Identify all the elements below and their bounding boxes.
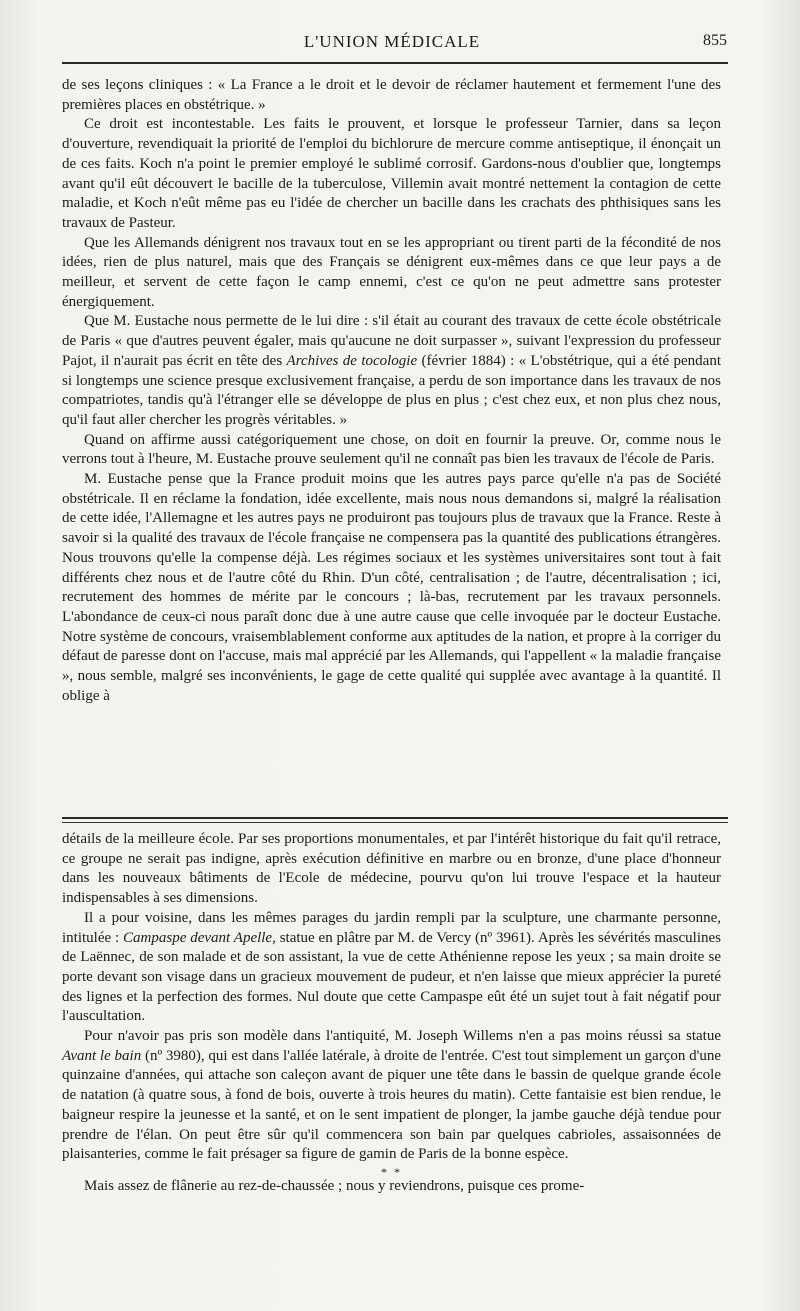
feuilleton-article [62,830,721,1197]
paragraph: de ses leçons cliniques : « La France a le droit et le devoir de réclamer hautement et fermement l'une des premières places en obstétrique. » [62,77,721,113]
paragraph: Mais assez de flânerie au rez-de-chaussée ; nous y reviendrons, puisque ces prome- [84,1177,585,1194]
paragraph: Ce droit est incontestable. Les faits le prouvent, et lorsque le professeur Tarnier, dans sa leçon d'ouverture, revendiquait la priorité de l'emploi du bichlorure de mercure comme antiseptique, il énonçait un de ces faits. Koch n'a point le premier employé le sublimé corrosif. Gardons-nous d'oublier que, longtemps avant qu'il eût découvert le bacille de la tuberculose, Villemin avait montré nettement la contagion de cette maladie, et Koch n'eût même pas eu l'idée de chercher un bacille dans les crachats des phthisiques sans les travaux de Pasteur. [62,116,721,231]
artwork-title: Campaspe devant Apelle, [123,929,276,946]
journal-reference: Archives de tocologie [286,352,418,369]
running-head [62,30,727,56]
paragraph [62,1027,721,1165]
section-rule [62,817,728,819]
paragraph: détails de la meilleure école. Par ses proportions monumentales, et par l'intérêt historique du fait qu'il retrace, ce groupe ne serait pas indigne, après exécution définitive en marbre ou en bronze, d'une place d'honneur dans les nouveaux bâtiments de l'Ecole de médecine, pourvu qu'on lui trouve l'espace et la hauteur indispensables à ses dimensions. [62,831,721,907]
paragraph: Quand on affirme aussi catégoriquement une chose, on doit en fournir la preuve. Or, comme nous le verrons tout à l'heure, M. Eustache prouve seulement qu'il ne connaît pas bien les travaux de l'école de Paris. [62,431,721,468]
text-run: Il a pour voisine, dans les mêmes parages du jardin rempli par la sculpture, une charmante personne, intitulée : [62,909,721,946]
text-run: (nº 3980), qui est dans l'allée latérale, à droite de l'entrée. C'est tout simplement un garçon d'une quinzaine d'années, qui attache son caleçon avant de piquer une tête dans le bassin de quelque grande école de natation (à quatre sous, à fond de bois, ouverte à trois heures du matin). Cette fantaisie est bien rendue, le baigneur respire la jeunesse et la santé, et on le sent impatient de plonger, la jambe gauche déjà tendue pour prendre de l'élan. On peut être sûr qu'il commencera son bain par quelques cabrioles, assaisonnées de plaisanteries, comme le fait présager sa figure de gamin de Paris de la bonne espèce. [62,1047,722,1163]
paragraph [62,909,721,1027]
paragraph [62,312,721,430]
text-run: (février 1884) : « L'obstétrique, qui a été pendant si longtemps une science presque exclusivement française, a perdu de son importance dans les travaux de nos compatriotes, tandis qu'à l'étranger elle se développe de plus en plus ; c'est chez eux, et non plus chez nous, qu'il faut aller chercher les progrès véritables. » [62,352,721,428]
header-rule [62,62,728,64]
section-rule-thin [62,822,728,823]
asterism-separator: * * [381,1164,402,1179]
artwork-title: Avant le bain [62,1047,142,1064]
text-run: statue en plâtre par M. de Vercy (nº 3961). Après les sévérités masculines de Laënnec, de son malade et de son assistant, la vue de cette Athénienne repose les yeux ; sa main droite se porte devant son visage dans un gracieux mouvement de pudeur, et n'en laisse que mieux apprécier la pureté des lignes et la perfection des formes. Nul doute que cette Campaspe eût été un sujet tout à fait négatif pour l'auscultation. [62,929,721,1025]
page-number: 855 [703,32,727,49]
paragraph: Que les Allemands dénigrent nos travaux tout en se les appropriant ou tirent parti de la fécondité de nos idées, rien de plus naturel, mais que des Français se dénigrent eux-mêmes dans ce que leur pays a de meilleur, et servent de cette façon le camp ennemi, c'est ce qu'on ne peut admettre sans protester énergiquement. [62,234,721,310]
upper-article [62,76,721,707]
text-run: Que M. Eustache nous permette de le lui dire : s'il était au courant des travaux de cette école obstétricale de Paris « que d'autres peuvent égaler, mais qu'aucune ne doit surpasser », suivant l'expression du professeur Pajot, il n'aurait pas écrit en tête des [62,313,721,369]
text-run: Pour n'avoir pas pris son modèle dans l'antiquité, M. Joseph Willems n'en a pas moins réussi sa statue [84,1028,721,1045]
journal-title: L'UNION MÉDICALE [303,32,481,51]
paragraph: M. Eustache pense que la France produit moins que les autres pays parce qu'elle n'a pas de Société obstétricale. Il en réclame la fondation, idée excellente, mais nous nous demandons si, malgré la réalisation de cette idée, l'Allemagne et les autres pays ne produiront pas toujours plus de travaux que la France. Reste à savoir si la qualité des travaux de l'école française ne compensera pas la quantité des publications étrangères. Nous trouvons qu'elle la compense déjà. Les régimes sociaux et les systèmes universitaires sont tout à fait différents chez nous et de l'autre côté du Rhin. D'un côté, centralisation ; de l'autre, décentralisation ; ici, recrutement des hommes de mérite par le concours ; là-bas, recrutement par les travaux personnels. L'abondance de ceux-ci nous paraît donc due à une autre cause que celle invoquée par le docteur Eustache. Notre système de concours, vraisemblablement conforme aux aptitudes de la nation, et propre à la corriger du défaut de paresse dont on l'accuse, mais mal apprécié par les Allemands, qui l'appellent « la maladie française », nous semble, malgré ses inconvénients, le gage de cette qualité qui supplée avec avantage à la quantité. Il oblige à [62,471,721,704]
